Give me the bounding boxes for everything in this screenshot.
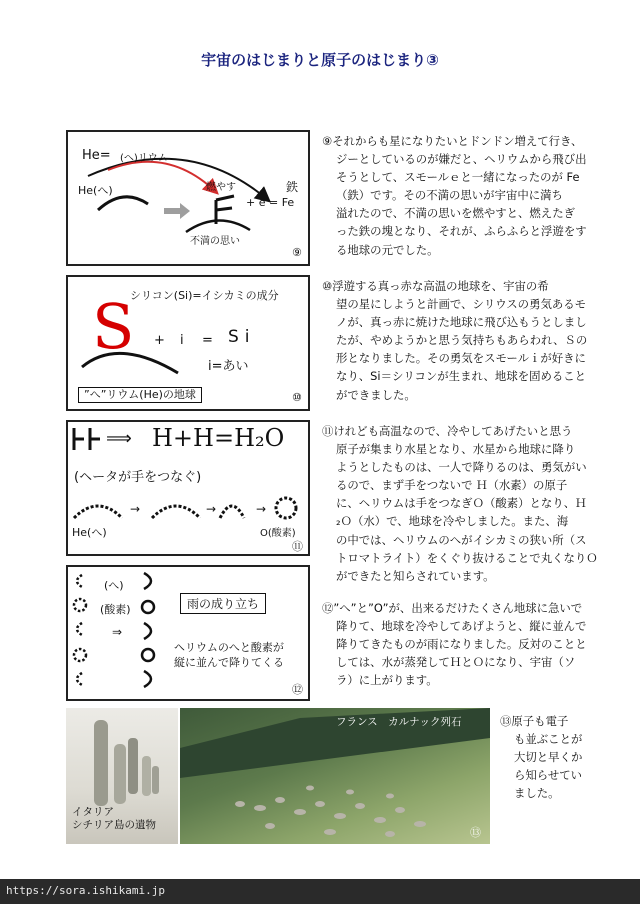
he-he-label: He(へ)	[78, 184, 113, 197]
hand-label: (ヘータが手をつなぐ)	[74, 470, 202, 485]
chain-o-1	[74, 599, 86, 611]
o-shape-1	[142, 601, 154, 613]
paragraph-9-line: る地球の元でした。	[336, 242, 439, 257]
fuman-arc	[186, 220, 250, 232]
he-shape-2	[144, 623, 151, 639]
paragraph-12-line: 降りて、地球を冷やしてあげようと、縦に並んで	[336, 619, 587, 634]
italy-label-2: シチリア島の遺物	[72, 819, 156, 831]
he-arc	[98, 197, 148, 210]
paragraph-13-line: 大切と早くか	[514, 750, 583, 765]
paragraph-10-line: 形となりました。その勇気をスモールｉが好きに	[336, 351, 586, 366]
paragraph-10	[322, 277, 587, 404]
chain-o-2	[74, 649, 86, 661]
page-title: 宇宙のはじまりと原子のはじまり③	[201, 51, 439, 69]
plus-sign: +	[154, 333, 165, 348]
fuman-label: 不満の思い	[190, 236, 240, 247]
big-s-letter: S	[92, 290, 135, 363]
paragraph-10-line: なり、Si＝シリコンが生まれ、地球を固めること	[336, 369, 587, 384]
he-label-12: (へ)	[104, 579, 124, 592]
carnac-label: フランス カルナック列石	[336, 716, 462, 728]
water-formula: H+H=H₂O	[152, 424, 285, 452]
photo-carnac	[180, 708, 490, 844]
arrow-1: →	[130, 502, 141, 516]
photo-italy	[66, 708, 178, 844]
chain-he-3	[77, 673, 82, 685]
paragraph-11-line: ようとしたものは、一人で降りるのは、勇気がい	[336, 460, 587, 475]
panel-number-12: ⑫	[292, 683, 303, 696]
panel-number-10: ⑩	[292, 391, 302, 404]
o-sanso-label: O(酸素)	[260, 528, 296, 539]
paragraph-13	[500, 712, 582, 802]
arrow-2: →	[206, 502, 217, 516]
plus-e-fe: + e = Fe	[246, 196, 295, 209]
paragraph-13-line: ら知らせてい	[514, 768, 583, 783]
tetsu-label: 鉄	[286, 180, 299, 194]
paragraph-12-line: ラ）に上がります。	[336, 673, 438, 688]
chain-he-1	[77, 575, 82, 587]
paragraph-11-line: るので、まず手をつないで Ｈ（水素）の原子	[336, 478, 568, 493]
paragraph-13-line: ⑬原子も電子	[500, 714, 569, 728]
paragraph-13-line: も並ぶことが	[514, 732, 583, 747]
figure-panel-9	[66, 130, 310, 266]
he-equation: He=	[82, 148, 111, 163]
paragraph-10-line: 望の星にしようと計画で、シリウスの勇気あるモ	[336, 297, 587, 312]
paragraph-10-line: ができました。	[336, 387, 416, 402]
paragraph-13-line: ました。	[514, 786, 560, 801]
paragraph-9-line: そうとして、スモールｅと一緒になったのが Fe	[336, 170, 580, 185]
chain-circle	[276, 498, 296, 518]
ame-label: 雨の成り立ち	[180, 593, 266, 614]
paragraph-10-line: ノが、真っ赤に焼けた地球に飛び込もうとしまし	[336, 315, 587, 330]
chain-he-2	[77, 623, 82, 635]
chain-2	[152, 506, 200, 518]
site-url[interactable]: https://sora.ishikami.jp	[6, 884, 165, 897]
black-arrow-curve	[88, 159, 268, 200]
sanso-label-12: (酸素)	[100, 603, 131, 616]
figure-panel-11	[66, 420, 310, 556]
panel-12-desc-2: 縦に並んで降りてくる	[174, 656, 284, 669]
red-arrow-curve	[108, 162, 216, 192]
equals-sign: =	[202, 333, 213, 348]
paragraph-11-line: ができたと知らされています。	[336, 568, 495, 583]
paragraph-9-line: 溢れたので、不満の思いを燃やすと、燃えたぎ	[336, 206, 575, 221]
paragraph-9-line: （鉄）です。その不満の思いが宇宙中に満ち	[336, 188, 563, 203]
figure-panel-10	[66, 275, 310, 411]
gray-arrow	[164, 203, 190, 219]
footer-bar	[0, 879, 640, 904]
chain-1	[74, 506, 122, 518]
i-letter: i	[180, 333, 184, 348]
he-reading: (へ)リウム	[120, 153, 168, 164]
paragraph-11	[322, 422, 598, 585]
paragraph-9-line: ジーとしているのが嫌だと、ヘリウムから飛び出	[336, 152, 587, 167]
hand-shapes	[74, 428, 100, 450]
paragraph-12-line: 降りてきたものが雨になりました。反対のことと	[336, 637, 587, 652]
paragraph-10-line: ⑩浮遊する真っ赤な高温の地球を、宇宙の希	[322, 279, 549, 293]
he-shape-3	[144, 671, 151, 687]
paragraph-12	[322, 599, 587, 689]
figure-panel-12	[66, 565, 310, 701]
paragraph-11-line: の中では、ヘリウムのへがイシカミの狭い所（ス	[336, 532, 587, 547]
paragraph-11-line: ⑪けれども高温なので、冷やしてあげたいと思う	[322, 424, 573, 438]
panel-number-11: ⑪	[292, 540, 303, 553]
double-arrow: ⟹	[106, 428, 132, 449]
silicon-label: シリコン(Si)=イシカミの成分	[130, 289, 279, 302]
panel-number-9: ⑨	[292, 246, 302, 259]
paragraph-11-line: ₂Ｏ（水）で、地球を冷やしました。また、海	[336, 514, 569, 529]
he-shape-1	[144, 573, 151, 589]
paragraph-11-line: トロマトライト）をくぐり抜けることで丸くなりＯ	[336, 550, 598, 565]
si-label: Si	[228, 327, 256, 347]
i-ai-label: i=あい	[208, 359, 249, 374]
paragraph-9	[322, 132, 587, 259]
panel-12-desc-1: ヘリウムのへと酸素が	[174, 641, 284, 654]
o-shape-2	[142, 649, 154, 661]
paragraph-9-line: ⑨それからも星になりたいとドンドン増えて行き、	[322, 134, 583, 148]
paragraph-11-line: に、ヘリウムは手をつなぎＯ（酸素）となり、Ｈ	[336, 496, 587, 511]
arrow-3: →	[256, 502, 267, 516]
paragraph-11-line: 原子が集まり水星となり、水星から地球に降り	[336, 442, 576, 457]
moyasu-label: 燃やす	[206, 182, 236, 193]
he-he-label-11: He(へ)	[72, 526, 107, 539]
he-earth-label: ”へ”リウム(He)の地球	[78, 387, 202, 403]
chain-3	[220, 506, 244, 518]
paragraph-10-line: たが、やめようかと思う気持ちもあらわれ、Ｓの	[336, 333, 588, 348]
paragraph-12-line: ⑫”へ”と”O”が、出来るだけたくさん地球に急いで	[322, 601, 583, 615]
paragraph-9-line: った鉄の塊となり、それが、ふらふらと浮遊をす	[336, 224, 587, 239]
panel-number-13: ⑬	[470, 826, 481, 839]
paragraph-12-line: しては、水が蒸発してＨとＯになり、宇宙（ソ	[336, 655, 576, 670]
arrow-12: ⇒	[112, 625, 123, 639]
italy-label-1: イタリア	[72, 806, 114, 818]
